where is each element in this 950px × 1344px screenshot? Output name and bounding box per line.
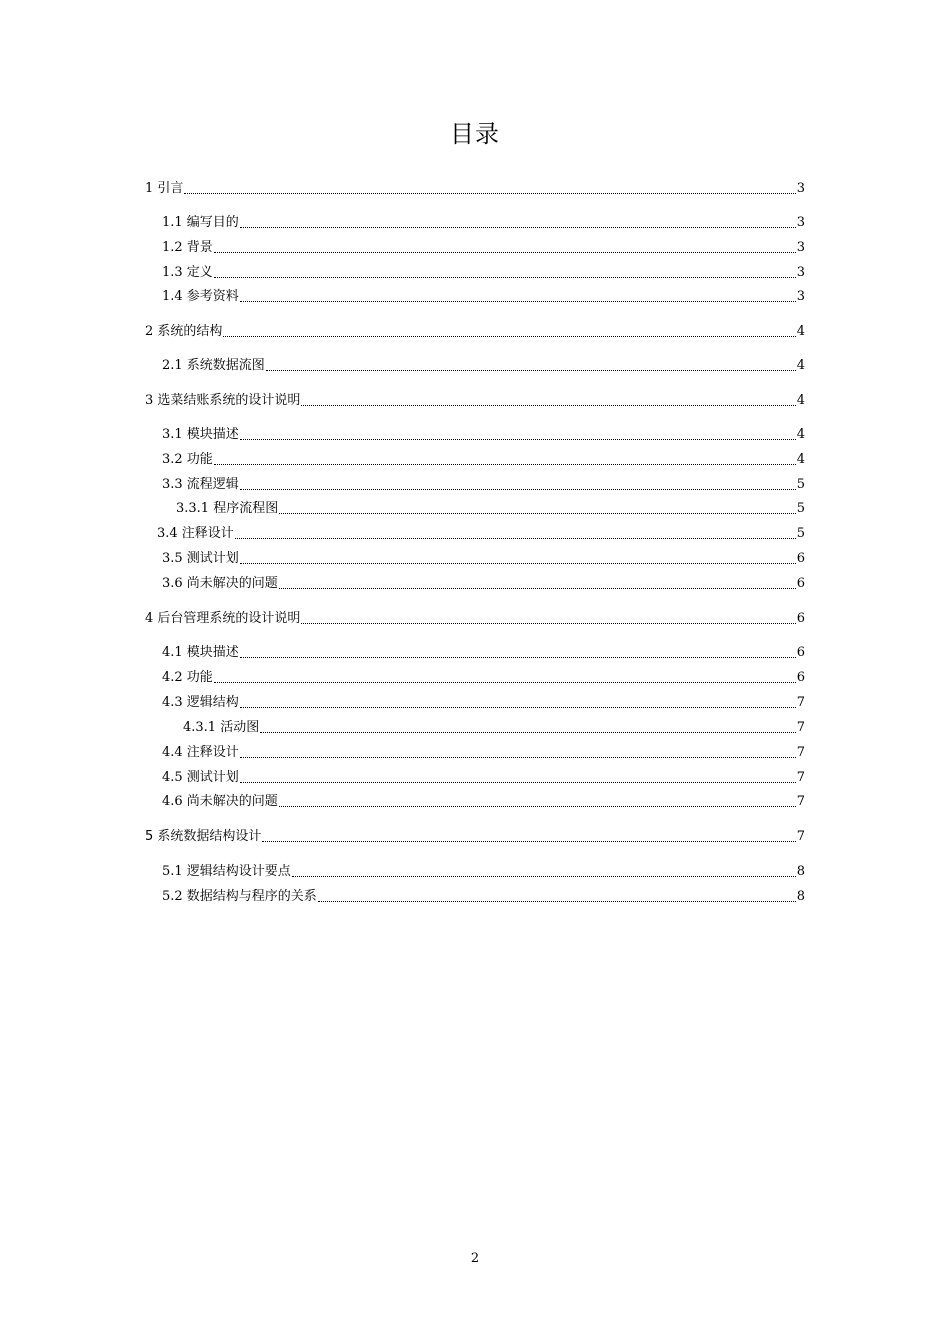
toc-entry-page: 4 (796, 427, 805, 442)
toc-leader-dots (240, 706, 796, 708)
page-number: 2 (470, 1251, 480, 1266)
toc-entry[interactable] (162, 667, 805, 687)
toc-entry-label: 3.1 模块描述 (162, 427, 239, 442)
toc-leader-dots (223, 335, 795, 337)
toc-leader-dots (318, 900, 796, 902)
toc-leader-dots (240, 781, 796, 783)
toc-entry-page: 7 (796, 829, 805, 844)
toc-title: 目录 (450, 120, 500, 148)
toc-leader-dots (240, 656, 796, 658)
toc-entry-page: 3 (796, 265, 805, 280)
toc-leader-dots (214, 276, 796, 278)
toc-entry[interactable] (162, 449, 805, 469)
toc-leader-dots (240, 756, 796, 758)
toc-entry[interactable] (145, 178, 805, 198)
toc-entry[interactable] (162, 237, 805, 257)
toc-entry[interactable] (162, 642, 805, 662)
toc-entry[interactable] (162, 886, 805, 906)
toc-entry-label: 4.5 测试计划 (162, 770, 239, 785)
toc-entry-page: 5 (796, 526, 805, 541)
toc-leader-dots (214, 251, 796, 253)
toc-entry-page: 6 (796, 551, 805, 566)
toc-leader-dots (184, 192, 795, 194)
toc-leader-dots (266, 369, 796, 371)
toc-entry[interactable] (162, 262, 805, 282)
toc-entry-label: 4.1 模块描述 (162, 645, 239, 660)
toc-entry[interactable] (162, 355, 805, 375)
toc-entry-label: 5.1 逻辑结构设计要点 (162, 864, 291, 879)
toc-leader-dots (235, 537, 796, 539)
toc-entry[interactable] (145, 321, 805, 341)
toc-entry-label: 5 系统数据结构设计 (145, 829, 262, 844)
toc-entry[interactable] (183, 717, 805, 737)
toc-entry-page: 4 (796, 324, 805, 339)
toc-entry-label: 1 引言 (145, 181, 184, 196)
toc-entry-label: 1.4 参考资料 (162, 289, 239, 304)
toc-leader-dots (260, 731, 796, 733)
toc-entry-page: 3 (796, 181, 805, 196)
toc-entry-label: 4.3 逻辑结构 (162, 695, 239, 710)
toc-entry-page: 7 (796, 695, 805, 710)
toc-entry-label: 1.3 定义 (162, 265, 213, 280)
toc-entry-label: 2 系统的结构 (145, 324, 223, 339)
toc-entry-page: 6 (796, 611, 805, 626)
toc-leader-dots (240, 300, 796, 302)
toc-entry-label: 4 后台管理系统的设计说明 (145, 611, 301, 626)
toc-entry[interactable] (162, 573, 805, 593)
toc-entry[interactable] (162, 742, 805, 762)
toc-entry[interactable] (162, 212, 805, 232)
toc-entry[interactable] (176, 498, 805, 518)
toc-leader-dots (301, 622, 795, 624)
toc-entry-label: 3.4 注释设计 (157, 526, 234, 541)
toc-leader-dots (240, 488, 796, 490)
toc-entry-page: 3 (796, 240, 805, 255)
toc-leader-dots (279, 587, 796, 589)
toc-entry[interactable] (162, 692, 805, 712)
toc-leader-dots (279, 805, 796, 807)
toc-entry[interactable] (157, 523, 805, 543)
toc-leader-dots (240, 438, 796, 440)
toc-entry-page: 6 (796, 576, 805, 591)
toc-leader-dots (262, 840, 795, 842)
toc-entry-label: 4.4 注释设计 (162, 745, 239, 760)
toc-entry-label: 3 选菜结账系统的设计说明 (145, 393, 301, 408)
toc-entry-page: 4 (796, 393, 805, 408)
toc-leader-dots (301, 404, 795, 406)
toc-leader-dots (240, 562, 796, 564)
toc-entry-label: 3.3 流程逻辑 (162, 477, 239, 492)
toc-entry-label: 4.2 功能 (162, 670, 213, 685)
toc-entry[interactable] (145, 608, 805, 628)
toc-entry-label: 3.6 尚未解决的问题 (162, 576, 278, 591)
toc-entry[interactable] (162, 474, 805, 494)
toc-entry[interactable] (162, 791, 805, 811)
toc-leader-dots (292, 875, 796, 877)
toc-entry-page: 8 (796, 889, 805, 904)
toc-entry[interactable] (162, 286, 805, 306)
toc-entry[interactable] (162, 548, 805, 568)
toc-entry-label: 3.5 测试计划 (162, 551, 239, 566)
toc-entry-label: 1.2 背景 (162, 240, 213, 255)
toc-leader-dots (214, 463, 796, 465)
toc-leader-dots (279, 512, 796, 514)
toc-leader-dots (214, 681, 796, 683)
toc-entry-page: 6 (796, 670, 805, 685)
toc-entry[interactable] (162, 767, 805, 787)
toc-entry-page: 5 (796, 501, 805, 516)
toc-entry-label: 2.1 系统数据流图 (162, 358, 265, 373)
toc-entry[interactable] (162, 861, 805, 881)
toc-entry-label: 3.2 功能 (162, 452, 213, 467)
toc-entry-page: 3 (796, 289, 805, 304)
toc-entry-label: 4.6 尚未解决的问题 (162, 794, 278, 809)
toc-entry-page: 8 (796, 864, 805, 879)
toc-entry-label: 3.3.1 程序流程图 (176, 501, 279, 516)
toc-entry-page: 6 (796, 645, 805, 660)
toc-entry[interactable] (162, 424, 805, 444)
toc-entry[interactable] (145, 390, 805, 410)
toc-entry-page: 7 (796, 720, 805, 735)
toc-leader-dots (240, 226, 796, 228)
toc-entry-page: 7 (796, 770, 805, 785)
toc-entry-page: 5 (796, 477, 805, 492)
toc-entry-label: 4.3.1 活动图 (183, 720, 260, 735)
toc-entry[interactable] (145, 826, 805, 846)
toc-entry-label: 1.1 编写目的 (162, 215, 239, 230)
toc-entry-page: 7 (796, 794, 805, 809)
toc-entry-page: 3 (796, 215, 805, 230)
toc-entry-page: 4 (796, 358, 805, 373)
toc-entry-page: 4 (796, 452, 805, 467)
toc-entry-label: 5.2 数据结构与程序的关系 (162, 889, 317, 904)
toc-entry-page: 7 (796, 745, 805, 760)
